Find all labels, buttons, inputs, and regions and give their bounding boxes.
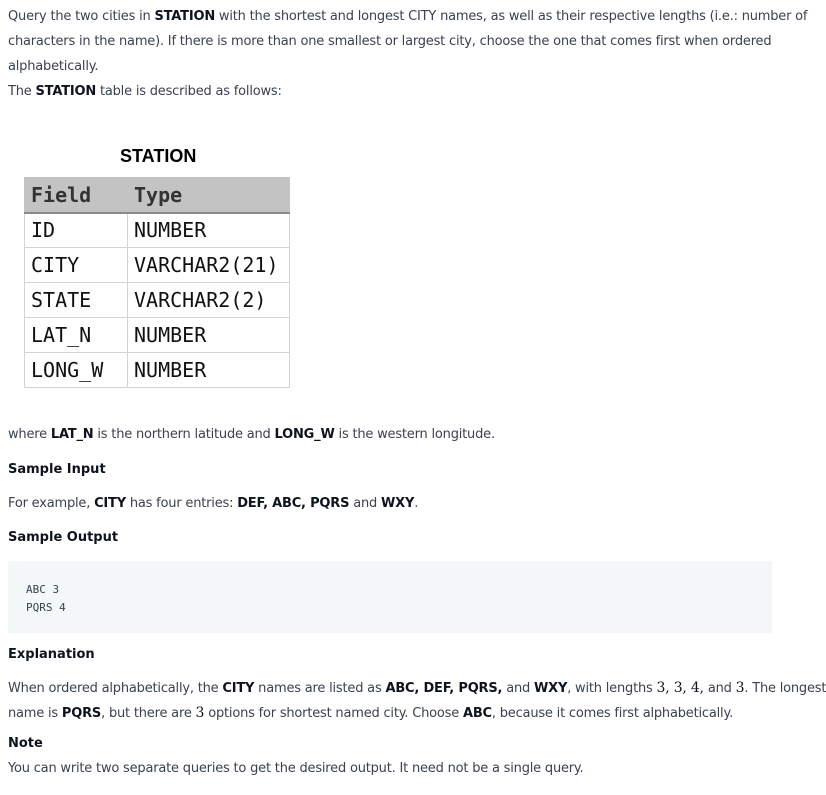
station-keyword: STATION [35, 84, 97, 99]
abc-keyword: ABC [462, 706, 492, 721]
sample-input-text [8, 491, 418, 516]
type-cell: VARCHAR2(21) [128, 248, 290, 283]
table-header-row [25, 178, 290, 213]
explanation-text: names are listed as [254, 681, 386, 696]
type-cell: NUMBER [128, 318, 290, 353]
type-cell: NUMBER [128, 213, 290, 248]
table-row [25, 318, 290, 353]
explanation-text: , because it comes first alphabetically. [491, 706, 734, 721]
explanation-text: , with lengths [567, 681, 657, 696]
table-title: STATION [120, 146, 197, 166]
explanation-text: When ordered alphabetically, the [8, 681, 223, 696]
explanation-text: options for shortest named city. Choose [204, 706, 463, 721]
pqrs-keyword: PQRS [61, 706, 102, 721]
intro-line-2: characters in the name). If there is more than one smallest or largest city, choose the one that comes first when ordered [8, 34, 772, 49]
intro-text: with the shortest and longest CITY names, as well as their respective lengths (i.e.: number of [215, 9, 808, 24]
explanation-text: . The longest [744, 681, 826, 696]
table-row [25, 283, 290, 318]
intro-line-3: alphabetically. [8, 59, 99, 74]
header-type: Type [128, 178, 290, 213]
sample-text: For example, [8, 496, 95, 511]
where-text: is the northern latitude and [93, 427, 275, 442]
long-w-keyword: LONG_W [274, 427, 335, 442]
header-field: Field [25, 178, 128, 213]
explanation-text: , but there are [101, 706, 196, 721]
intro-text: Query the two cities in [8, 9, 155, 24]
lengths-math: 3, 3, 4, [656, 680, 704, 696]
sample-output-heading: Sample Output [8, 530, 119, 545]
intro-text: table is described as follows: [96, 84, 282, 99]
field-cell: CITY [25, 248, 128, 283]
intro-line-1 [8, 4, 807, 29]
station-schema-table [24, 177, 290, 388]
field-cell: LONG_W [25, 353, 128, 388]
sample-output-code [8, 561, 772, 633]
intro-text: The [8, 84, 36, 99]
entries-keyword: WXY [381, 496, 415, 511]
where-line [8, 422, 495, 447]
table-row [25, 248, 290, 283]
table-row [25, 353, 290, 388]
note-text: You can write two separate queries to get the desired output. It need not be a single query. [8, 761, 584, 776]
intro-line-4 [8, 79, 282, 104]
city-keyword: CITY [222, 681, 255, 696]
entries-keyword: DEF, ABC, PQRS [237, 496, 350, 511]
where-text: where [8, 427, 51, 442]
type-cell: NUMBER [128, 353, 290, 388]
names-keyword: WXY [534, 681, 568, 696]
type-cell: VARCHAR2(2) [128, 283, 290, 318]
explanation-line-2 [8, 701, 733, 726]
explanation-text: and [703, 681, 736, 696]
explanation-line-1 [8, 676, 826, 701]
field-cell: STATE [25, 283, 128, 318]
sample-text: has four entries: [125, 496, 238, 511]
lengths-math: 3 [735, 680, 745, 696]
field-cell: ID [25, 213, 128, 248]
code-line: ABC 3 [26, 583, 60, 596]
note-heading: Note [8, 736, 43, 751]
field-cell: LAT_N [25, 318, 128, 353]
where-text: is the western longitude. [334, 427, 495, 442]
code-line: PQRS 4 [26, 601, 66, 614]
station-keyword: STATION [154, 9, 215, 24]
city-keyword: CITY [94, 496, 126, 511]
explanation-text: name is [8, 706, 62, 721]
table-row [25, 213, 290, 248]
sample-text: . [414, 496, 419, 511]
explanation-text: and [502, 681, 534, 696]
names-keyword: ABC, DEF, PQRS, [385, 681, 503, 696]
sample-input-heading: Sample Input [8, 462, 106, 477]
sample-text: and [349, 496, 381, 511]
options-math: 3 [195, 705, 205, 721]
lat-n-keyword: LAT_N [50, 427, 94, 442]
explanation-heading: Explanation [8, 647, 95, 662]
